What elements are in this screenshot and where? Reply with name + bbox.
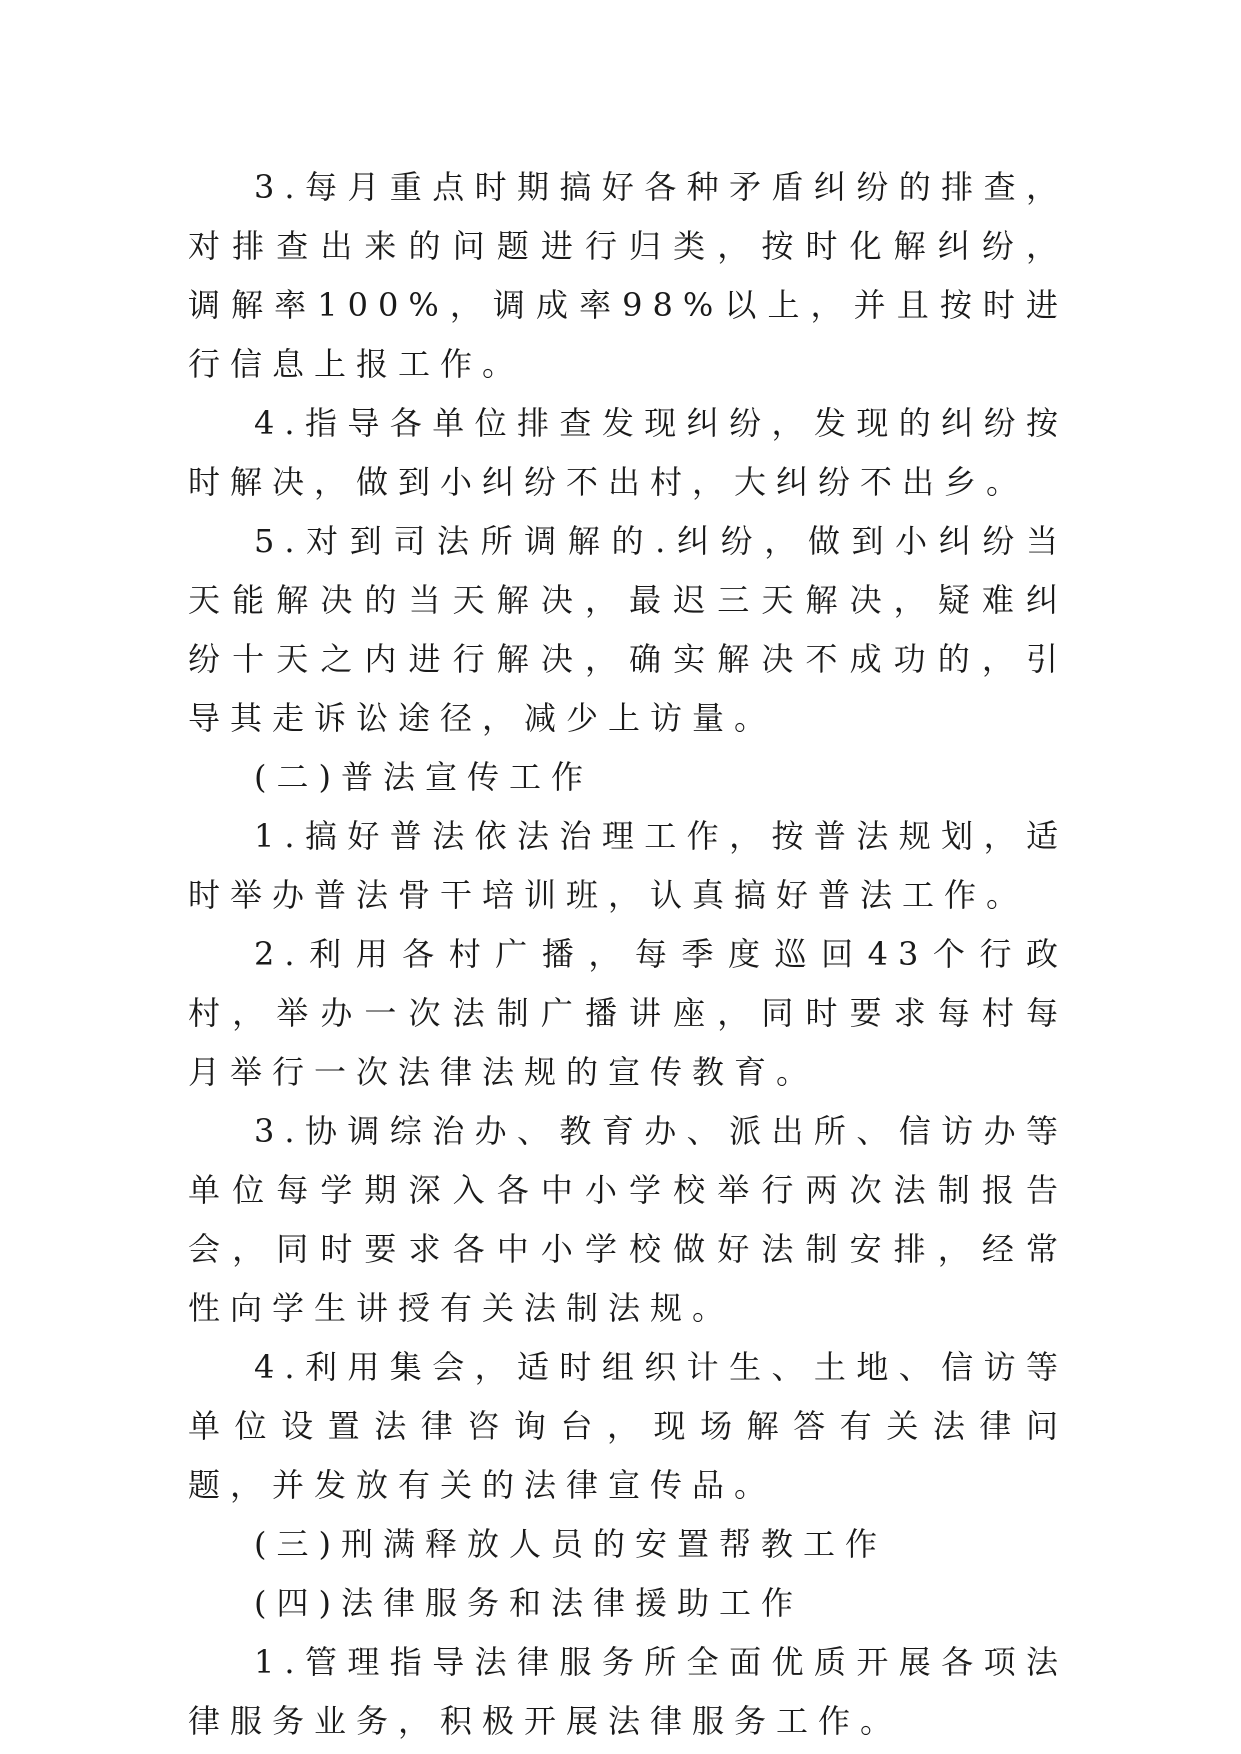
paragraph-service-1: 1.管理指导法律服务所全面优质开展各项法律服务业务，积极开展法律服务工作。: [188, 1643, 1068, 1740]
paragraph-legal-1: 1.搞好普法依法治理工作，按普法规划，适时举办普法骨干培训班，认真搞好普法工作。: [188, 817, 1068, 914]
paragraph-item-5: 5.对到司法所调解的.纠纷，做到小纠纷当天能解决的当天解决，最迟三天解决，疑难纠纷十天之内进行解决，确实解决不成功的，引导其走诉讼途径，减少上访量。: [188, 522, 1068, 737]
section-heading-4: (四)法律服务和法律援助工作: [254, 1584, 803, 1622]
paragraph-item-3: 3.每月重点时期搞好各种矛盾纠纷的排查，对排查出来的问题进行归类，按时化解纠纷，调解率100%，调成率98%以上，并且按时进行信息上报工作。: [188, 168, 1068, 383]
paragraph-legal-3: 3.协调综治办、教育办、派出所、信访办等单位每学期深入各中小学校举行两次法制报告会，同时要求各中小学校做好法制安排，经常性向学生讲授有关法制法规。: [188, 1112, 1068, 1327]
document-body: [188, 158, 1068, 1751]
paragraph-legal-2: 2.利用各村广播，每季度巡回43个行政村，举办一次法制广播讲座，同时要求每村每月举行一次法律法规的宣传教育。: [188, 935, 1068, 1091]
paragraph-legal-4: 4.利用集会，适时组织计生、土地、信访等单位设置法律咨询台，现场解答有关法律问题，并发放有关的法律宣传品。: [188, 1348, 1068, 1504]
paragraph-item-4: 4.指导各单位排查发现纠纷，发现的纠纷按时解决，做到小纠纷不出村，大纠纷不出乡。: [188, 404, 1068, 501]
section-heading-3: (三)刑满释放人员的安置帮教工作: [254, 1525, 887, 1563]
section-heading-2: (二)普法宣传工作: [254, 758, 593, 796]
